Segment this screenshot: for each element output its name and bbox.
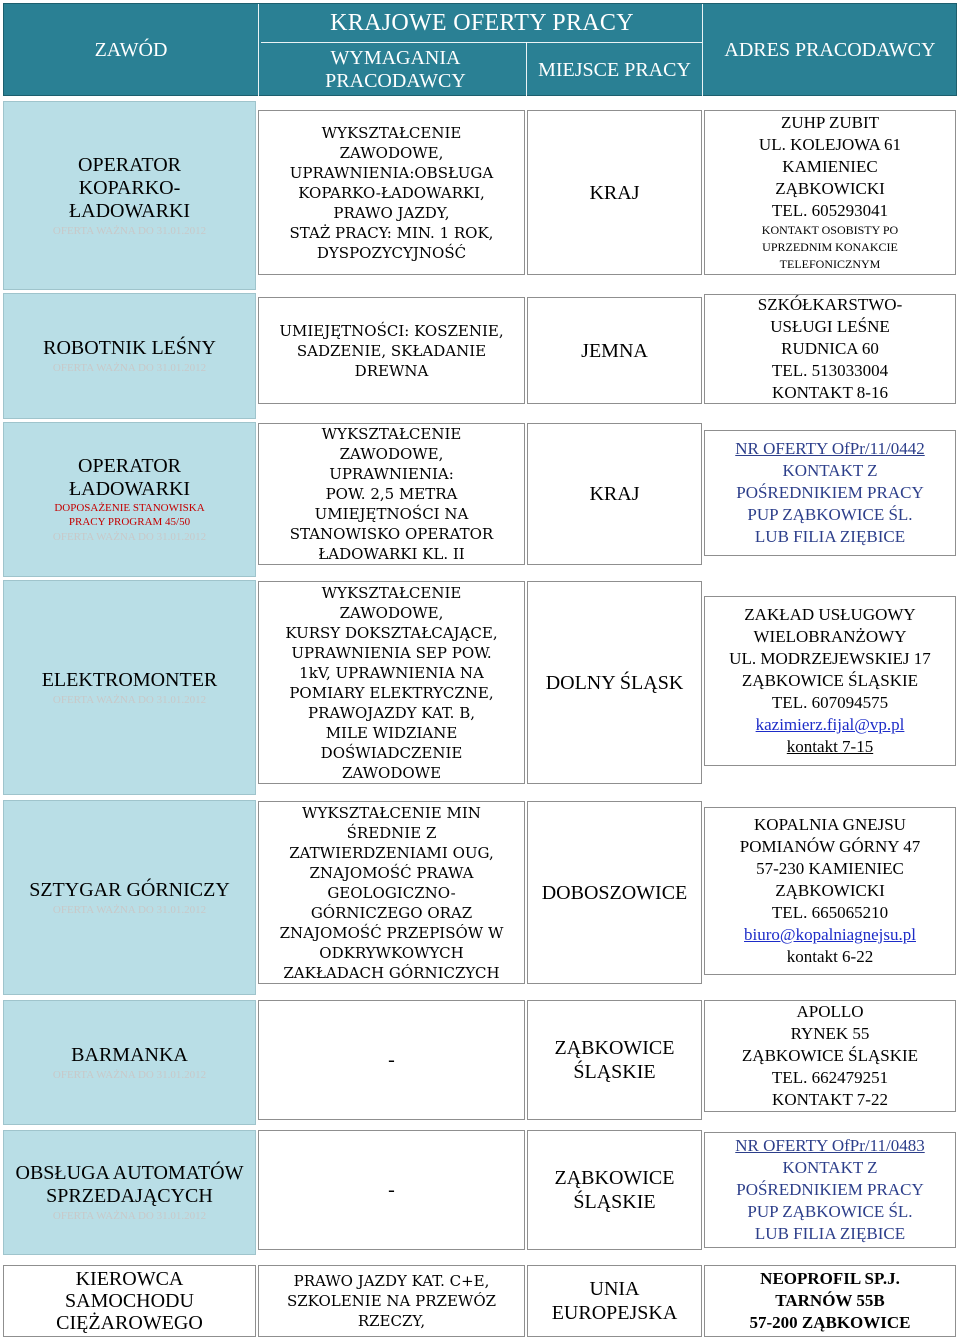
profession-title: OBSŁUGA AUTOMATÓW SPRZEDAJĄCYCH <box>15 1162 244 1207</box>
header-adres: ADRES PRACODAWCY <box>724 39 936 61</box>
requirements-cell: - <box>258 1130 525 1250</box>
contact-hours: kontakt 6-22 <box>786 947 874 966</box>
employer-address-cell: NR OFERTY OfPr/11/0483 KONTAKT Z POŚREDNIKIEM PRACY PUP ZĄBKOWICE ŚL. LUB FILIA ZIĘBICE <box>704 1132 956 1248</box>
profession-title: SZTYGAR GÓRNICZY <box>29 878 230 901</box>
employer-address-cell: NEOPROFIL SP.J. TARNÓW 55B 57-200 ZĄBKOWICE <box>704 1265 956 1337</box>
email-link[interactable]: kazimierz.fijal@vp.pl <box>755 715 905 734</box>
profession-title: OPERATOR ŁADOWARKI <box>68 455 191 500</box>
requirements-cell: WYKSZTAŁCENIE ZAWODOWE, UPRAWNIENIA:OBSŁUGA KOPARKO-ŁADOWARKI, PRAWO JAZDY, STAŻ PRACY: MIN. 1 ROK, DYSPOZYCYJNOŚĆ <box>258 110 525 275</box>
workplace-cell: JEMNA <box>527 297 702 404</box>
offer-number: NR OFERTY OfPr/11/0442 <box>735 439 925 458</box>
employer-address-cell: KOPALNIA GNEJSU POMIANÓW GÓRNY 47 57-230 KAMIENIEC ZĄBKOWICKI TEL. 665065210 biuro@kopalniagnejsu.pl kontakt 6-22 <box>704 807 956 975</box>
profession-title: OPERATOR KOPARKO- ŁADOWARKI <box>68 153 191 222</box>
profession-title: BARMANKA <box>71 1043 188 1066</box>
profession-cell <box>3 422 256 577</box>
employer-address-cell: SZKÓŁKARSTWO- USŁUGI LEŚNE RUDNICA 60 TEL. 513033004 KONTAKT 8-16 <box>704 294 956 404</box>
workplace-cell: ZĄBKOWICE ŚLĄSKIE <box>527 1130 702 1250</box>
workplace-cell: KRAJ <box>527 110 702 275</box>
workplace-cell: DOLNY ŚLĄSK <box>527 581 702 784</box>
table-header <box>3 3 957 96</box>
program-note: DOPOSAŻENIE STANOWISKA PRACY PROGRAM 45/50 <box>54 502 205 528</box>
contact-hours: kontakt 7-15 <box>786 737 874 756</box>
workplace-cell: KRAJ <box>527 423 702 565</box>
profession-cell <box>3 293 256 419</box>
profession-cell <box>3 800 256 995</box>
validity-note: OFERTA WAŻNA DO 31.01.2012 <box>52 1210 207 1222</box>
profession-title: ELEKTROMONTER <box>41 668 218 691</box>
employer-address-cell: APOLLO RYNEK 55 ZĄBKOWICE ŚLĄSKIE TEL. 662479251 KONTAKT 7-22 <box>704 1000 956 1112</box>
workplace-cell: ZĄBKOWICE ŚLĄSKIE <box>527 1000 702 1120</box>
profession-title: ROBOTNIK LEŚNY <box>43 337 216 359</box>
employer-address-cell: ZUHP ZUBIT UL. KOLEJOWA 61 KAMIENIEC ZĄBKOWICKI TEL. 605293041 KONTAKT OSOBISTY PO UPRZEDNIM KONAKCIE TELEFONICZNYM <box>704 110 956 275</box>
validity-note: OFERTA WAŻNA DO 31.01.2012 <box>52 903 207 916</box>
requirements-cell: WYKSZTAŁCENIE MIN ŚREDNIE Z ZATWIERDZENIAMI OUG, ZNAJOMOŚĆ PRAWA GEOLOGICZNO- GÓRNICZEGO ORAZ ZNAJOMOŚĆ PRZEPISÓW W ODKRYWKOWYCH ZAKŁADACH GÓRNICZYCH <box>258 801 525 984</box>
main-title: KRAJOWE OFERTY PRACY <box>330 10 634 36</box>
profession-title: KIEROWCA SAMOCHODU CIĘŻAROWEGO <box>56 1268 203 1334</box>
profession-cell <box>3 1265 256 1337</box>
profession-cell <box>3 580 256 795</box>
validity-note: OFERTA WAŻNA DO 31.01.2012 <box>52 531 207 543</box>
validity-note: OFERTA WAŻNA DO 31.01.2012 <box>52 1068 207 1081</box>
requirements-cell: UMIEJĘTNOŚCI: KOSZENIE, SADZENIE, SKŁADANIE DREWNA <box>258 297 525 404</box>
requirements-cell: - <box>258 1000 525 1120</box>
header-zawod: ZAWÓD <box>94 39 168 61</box>
workplace-cell: UNIA EUROPEJSKA <box>527 1265 702 1337</box>
header-miejsce: MIEJSCE PRACY <box>538 58 691 81</box>
header-wymagania: WYMAGANIA PRACODAWCY <box>325 47 466 92</box>
employer-address-cell: ZAKŁAD USŁUGOWY WIELOBRANŻOWY UL. MODRZEJEWSKIEJ 17 ZĄBKOWICE ŚLĄSKIE TEL. 607094575 kazimierz.fijal@vp.pl kontakt 7-15 <box>704 596 956 766</box>
workplace-cell: DOBOSZOWICE <box>527 801 702 984</box>
validity-note: OFERTA WAŻNA DO 31.01.2012 <box>52 362 207 374</box>
requirements-cell: WYKSZTAŁCENIE ZAWODOWE, KURSY DOKSZTAŁCAJĄCE, UPRAWNIENIA SEP POW. 1kV, UPRAWNIENIA NA POMIARY ELEKTRYCZNE, PRAWOJAZDY KAT. B, MILE WIDZIANE DOŚWIADCZENIE ZAWODOWE <box>258 581 525 784</box>
profession-cell <box>3 1130 256 1255</box>
offer-number: NR OFERTY OfPr/11/0483 <box>735 1136 925 1155</box>
requirements-cell: PRAWO JAZDY KAT. C+E, SZKOLENIE NA PRZEWÓZ RZECZY, <box>258 1265 525 1337</box>
employer-address-cell: NR OFERTY OfPr/11/0442 KONTAKT Z POŚREDNIKIEM PRACY PUP ZĄBKOWICE ŚL. LUB FILIA ZIĘBICE <box>704 430 956 556</box>
profession-cell <box>3 101 256 290</box>
validity-note: OFERTA WAŻNA DO 31.01.2012 <box>52 693 207 706</box>
requirements-cell: WYKSZTAŁCENIE ZAWODOWE, UPRAWNIENIA: POW. 2,5 METRA UMIEJĘTNOŚCI NA STANOWISKO OPERATOR ŁADOWARKI KL. II <box>258 423 525 565</box>
profession-cell <box>3 1000 256 1125</box>
email-link[interactable]: biuro@kopalniagnejsu.pl <box>744 925 916 944</box>
validity-note: OFERTA WAŻNA DO 31.01.2012 <box>52 224 207 237</box>
